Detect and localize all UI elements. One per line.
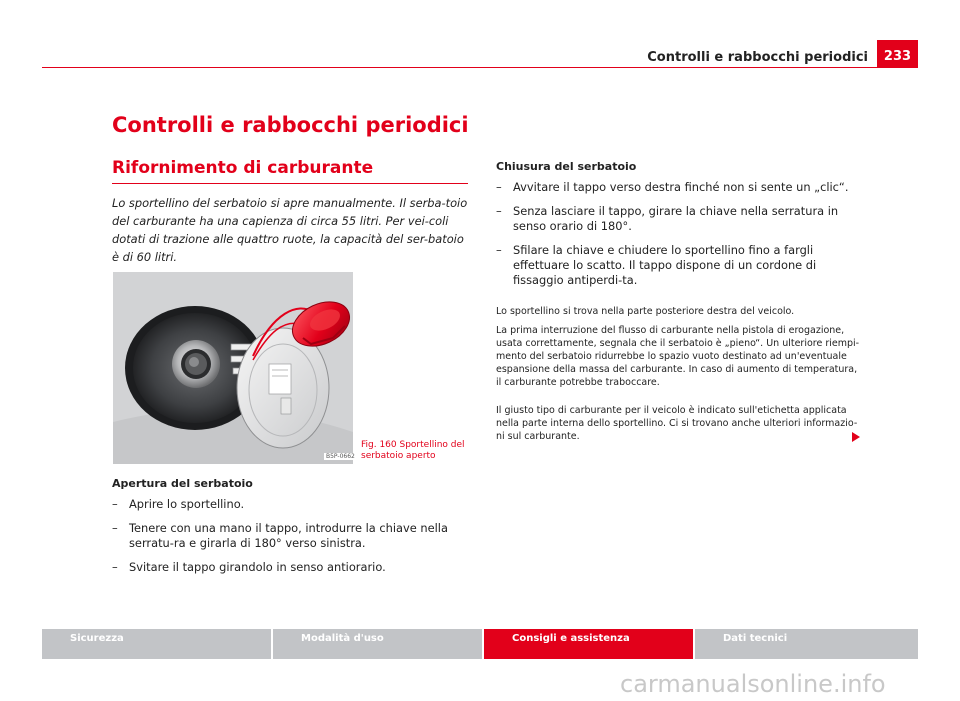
figure-caption: Fig. 160 Sportellino del serbatoio aperto bbox=[361, 440, 465, 461]
tab-sicurezza[interactable]: Sicurezza bbox=[42, 629, 271, 659]
watermark: carmanualsonline.info bbox=[620, 670, 886, 698]
section-title: Rifornimento di carburante bbox=[112, 158, 374, 178]
list-item: – Tenere con una mano il tappo, introdurre la chiave nella serratu-ra e girarla di 180° verso sinistra. bbox=[112, 521, 448, 550]
list-item: – Svitare il tappo girandolo in senso antiorario. bbox=[112, 560, 386, 574]
tab-modalita-uso[interactable]: Modalità d'uso bbox=[273, 629, 482, 659]
list-item: – Avvitare il tappo verso destra finché non si sente un „clic“. bbox=[496, 180, 849, 194]
tab-consigli-assistenza[interactable]: Consigli e assistenza bbox=[484, 629, 693, 659]
opening-steps bbox=[112, 497, 472, 584]
list-item: – Sfilare la chiave e chiudere lo sportellino fino a fargli effettuare lo scatto. Il tappo dispone di un cordone di fissaggio antiperdi-ta. bbox=[496, 243, 817, 287]
note-filling: La prima interruzione del flusso di carburante nella pistola di erogazione, usata correttamente, segnala che il serbatoio è „pieno“. Un ulteriore riempi-mento del serbatoio ridurrebbe lo spazio vuoto destinato ad un'eventuale espansione della massa del carburante. In caso di aumento di temperatura, il carburante potrebbe traboccare. bbox=[496, 325, 860, 388]
closing-steps bbox=[496, 180, 862, 297]
page-number: 233 bbox=[877, 40, 918, 68]
intro-paragraph: Lo sportellino del serbatoio si apre manualmente. Il serba-toio del carburante ha una capienza di circa 55 litri. Per vei-coli dotati di trazione alle quattro ruote, la capacità del ser-batoio è di 60 litri. bbox=[112, 196, 468, 264]
section-rule bbox=[112, 183, 468, 184]
running-header-title: Controlli e rabbocchi periodici bbox=[647, 50, 868, 65]
continue-arrow-icon bbox=[852, 432, 860, 442]
note-fuel-type: Il giusto tipo di carburante per il veicolo è indicato sull'etichetta applicata nella parte interna dello sportellino. Ci si trovano anche ulteriori informazio-ni sul carburante. bbox=[496, 405, 858, 442]
list-item: – Aprire lo sportellino. bbox=[112, 497, 245, 511]
figure-code: B5P-0662 bbox=[326, 453, 355, 460]
fuel-flap-illustration bbox=[113, 272, 353, 464]
tab-dati-tecnici[interactable]: Dati tecnici bbox=[695, 629, 918, 659]
opening-heading: Apertura del serbatoio bbox=[112, 477, 253, 490]
note-location: Lo sportellino si trova nella parte posteriore destra del veicolo. bbox=[496, 306, 795, 317]
header-rule bbox=[42, 67, 918, 68]
chapter-title: Controlli e rabbocchi periodici bbox=[112, 113, 469, 137]
list-item: – Senza lasciare il tappo, girare la chiave nella serratura in senso orario di 180°. bbox=[496, 204, 839, 233]
closing-heading: Chiusura del serbatoio bbox=[496, 160, 637, 173]
